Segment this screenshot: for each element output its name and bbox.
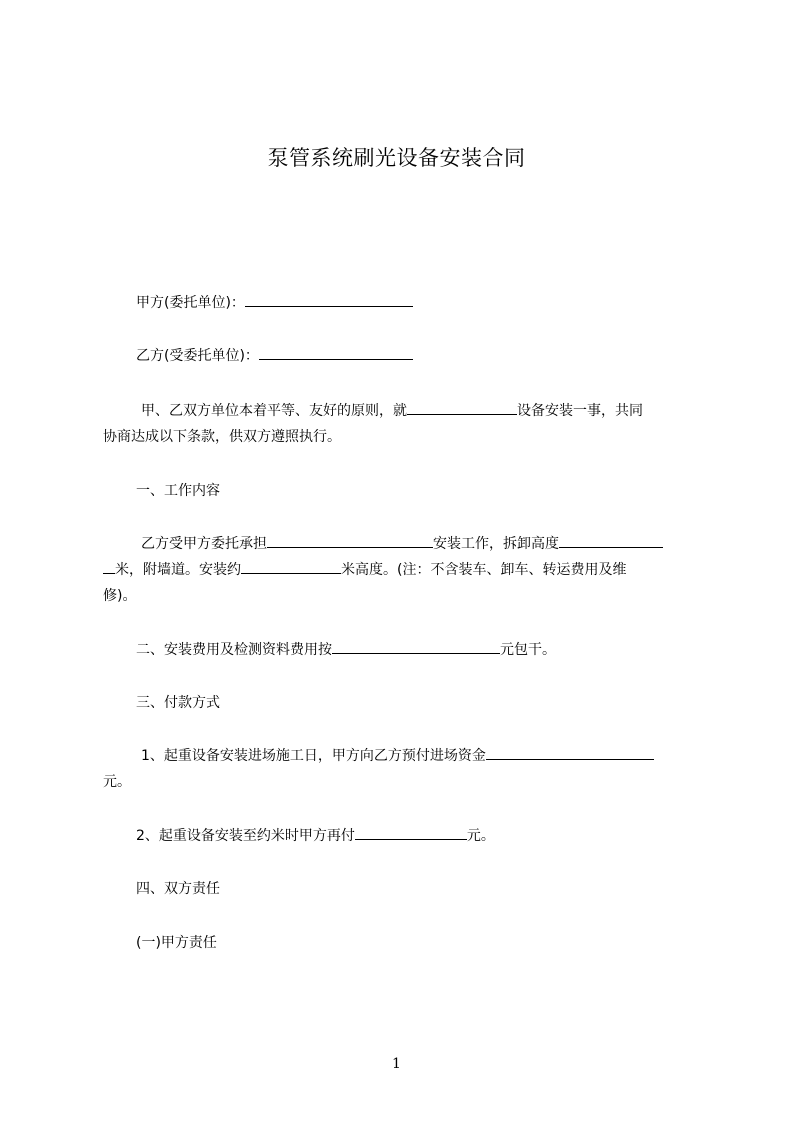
sec1-text-e: 修)。	[103, 588, 137, 604]
sec1-text-c: 米，附墙道。安装约	[115, 562, 241, 578]
intro-line-1	[103, 400, 703, 420]
section-4-heading: 四、双方责任	[136, 881, 220, 897]
section-1-line-2	[103, 559, 703, 579]
pay2-text-a: 2、起重设备安装至约米时甲方再付	[136, 828, 355, 844]
section-1-line-3	[103, 585, 703, 605]
pay1-text-a: 1、起重设备安装进场施工日，甲方向乙方预付进场资金	[141, 748, 486, 764]
sec2-blank	[332, 640, 500, 654]
document-title: 泵管系统刷光设备安装合同	[267, 146, 526, 170]
sec2-text-b: 元包干。	[500, 642, 556, 658]
section-4-subheading: (一)甲方责任	[136, 935, 217, 951]
sec1-text-b: 安装工作，拆卸高度	[433, 536, 559, 552]
sec1-blank-2	[559, 534, 663, 548]
intro-blank	[407, 401, 517, 415]
party-a-label: 甲方(委托单位)：	[136, 295, 245, 311]
party-a-blank	[245, 293, 413, 307]
pay2-text-b: 元。	[466, 828, 495, 844]
sec1-blank-1	[267, 534, 433, 548]
party-b-line	[103, 345, 703, 365]
intro-text-b: 设备安装一事，共同	[517, 403, 643, 419]
payment-1-line	[103, 745, 703, 765]
party-b-blank	[259, 346, 413, 360]
sec1-blank-3	[241, 560, 341, 574]
payment-2-line	[103, 825, 703, 845]
sec1-text-a: 乙方受甲方委托承担	[141, 536, 267, 552]
sec2-text-a: 二、安装费用及检测资料费用按	[136, 642, 332, 658]
intro-text-a: 甲、乙双方单位本着平等、友好的原则，就	[141, 403, 407, 419]
section-1-heading: 一、工作内容	[136, 483, 220, 499]
section-1-line-1	[103, 533, 703, 553]
section-3-heading: 三、付款方式	[136, 695, 220, 711]
section-2-line	[103, 639, 703, 659]
party-b-label: 乙方(受委托单位)：	[136, 348, 259, 364]
page-number: 1	[392, 1056, 401, 1072]
intro-text-c: 协商达成以下条款，供双方遵照执行。	[103, 429, 341, 445]
pay1-text-b: 元。	[103, 774, 131, 790]
intro-line-2	[103, 426, 703, 446]
pay1-blank	[486, 746, 654, 760]
payment-1-cont	[103, 771, 703, 791]
sec1-blank-2-cont	[103, 560, 115, 574]
sec1-text-d: 米高度。(注：不含装车、卸车、转运费用及维	[341, 562, 627, 578]
party-a-line	[103, 292, 703, 312]
pay2-blank	[355, 826, 467, 840]
